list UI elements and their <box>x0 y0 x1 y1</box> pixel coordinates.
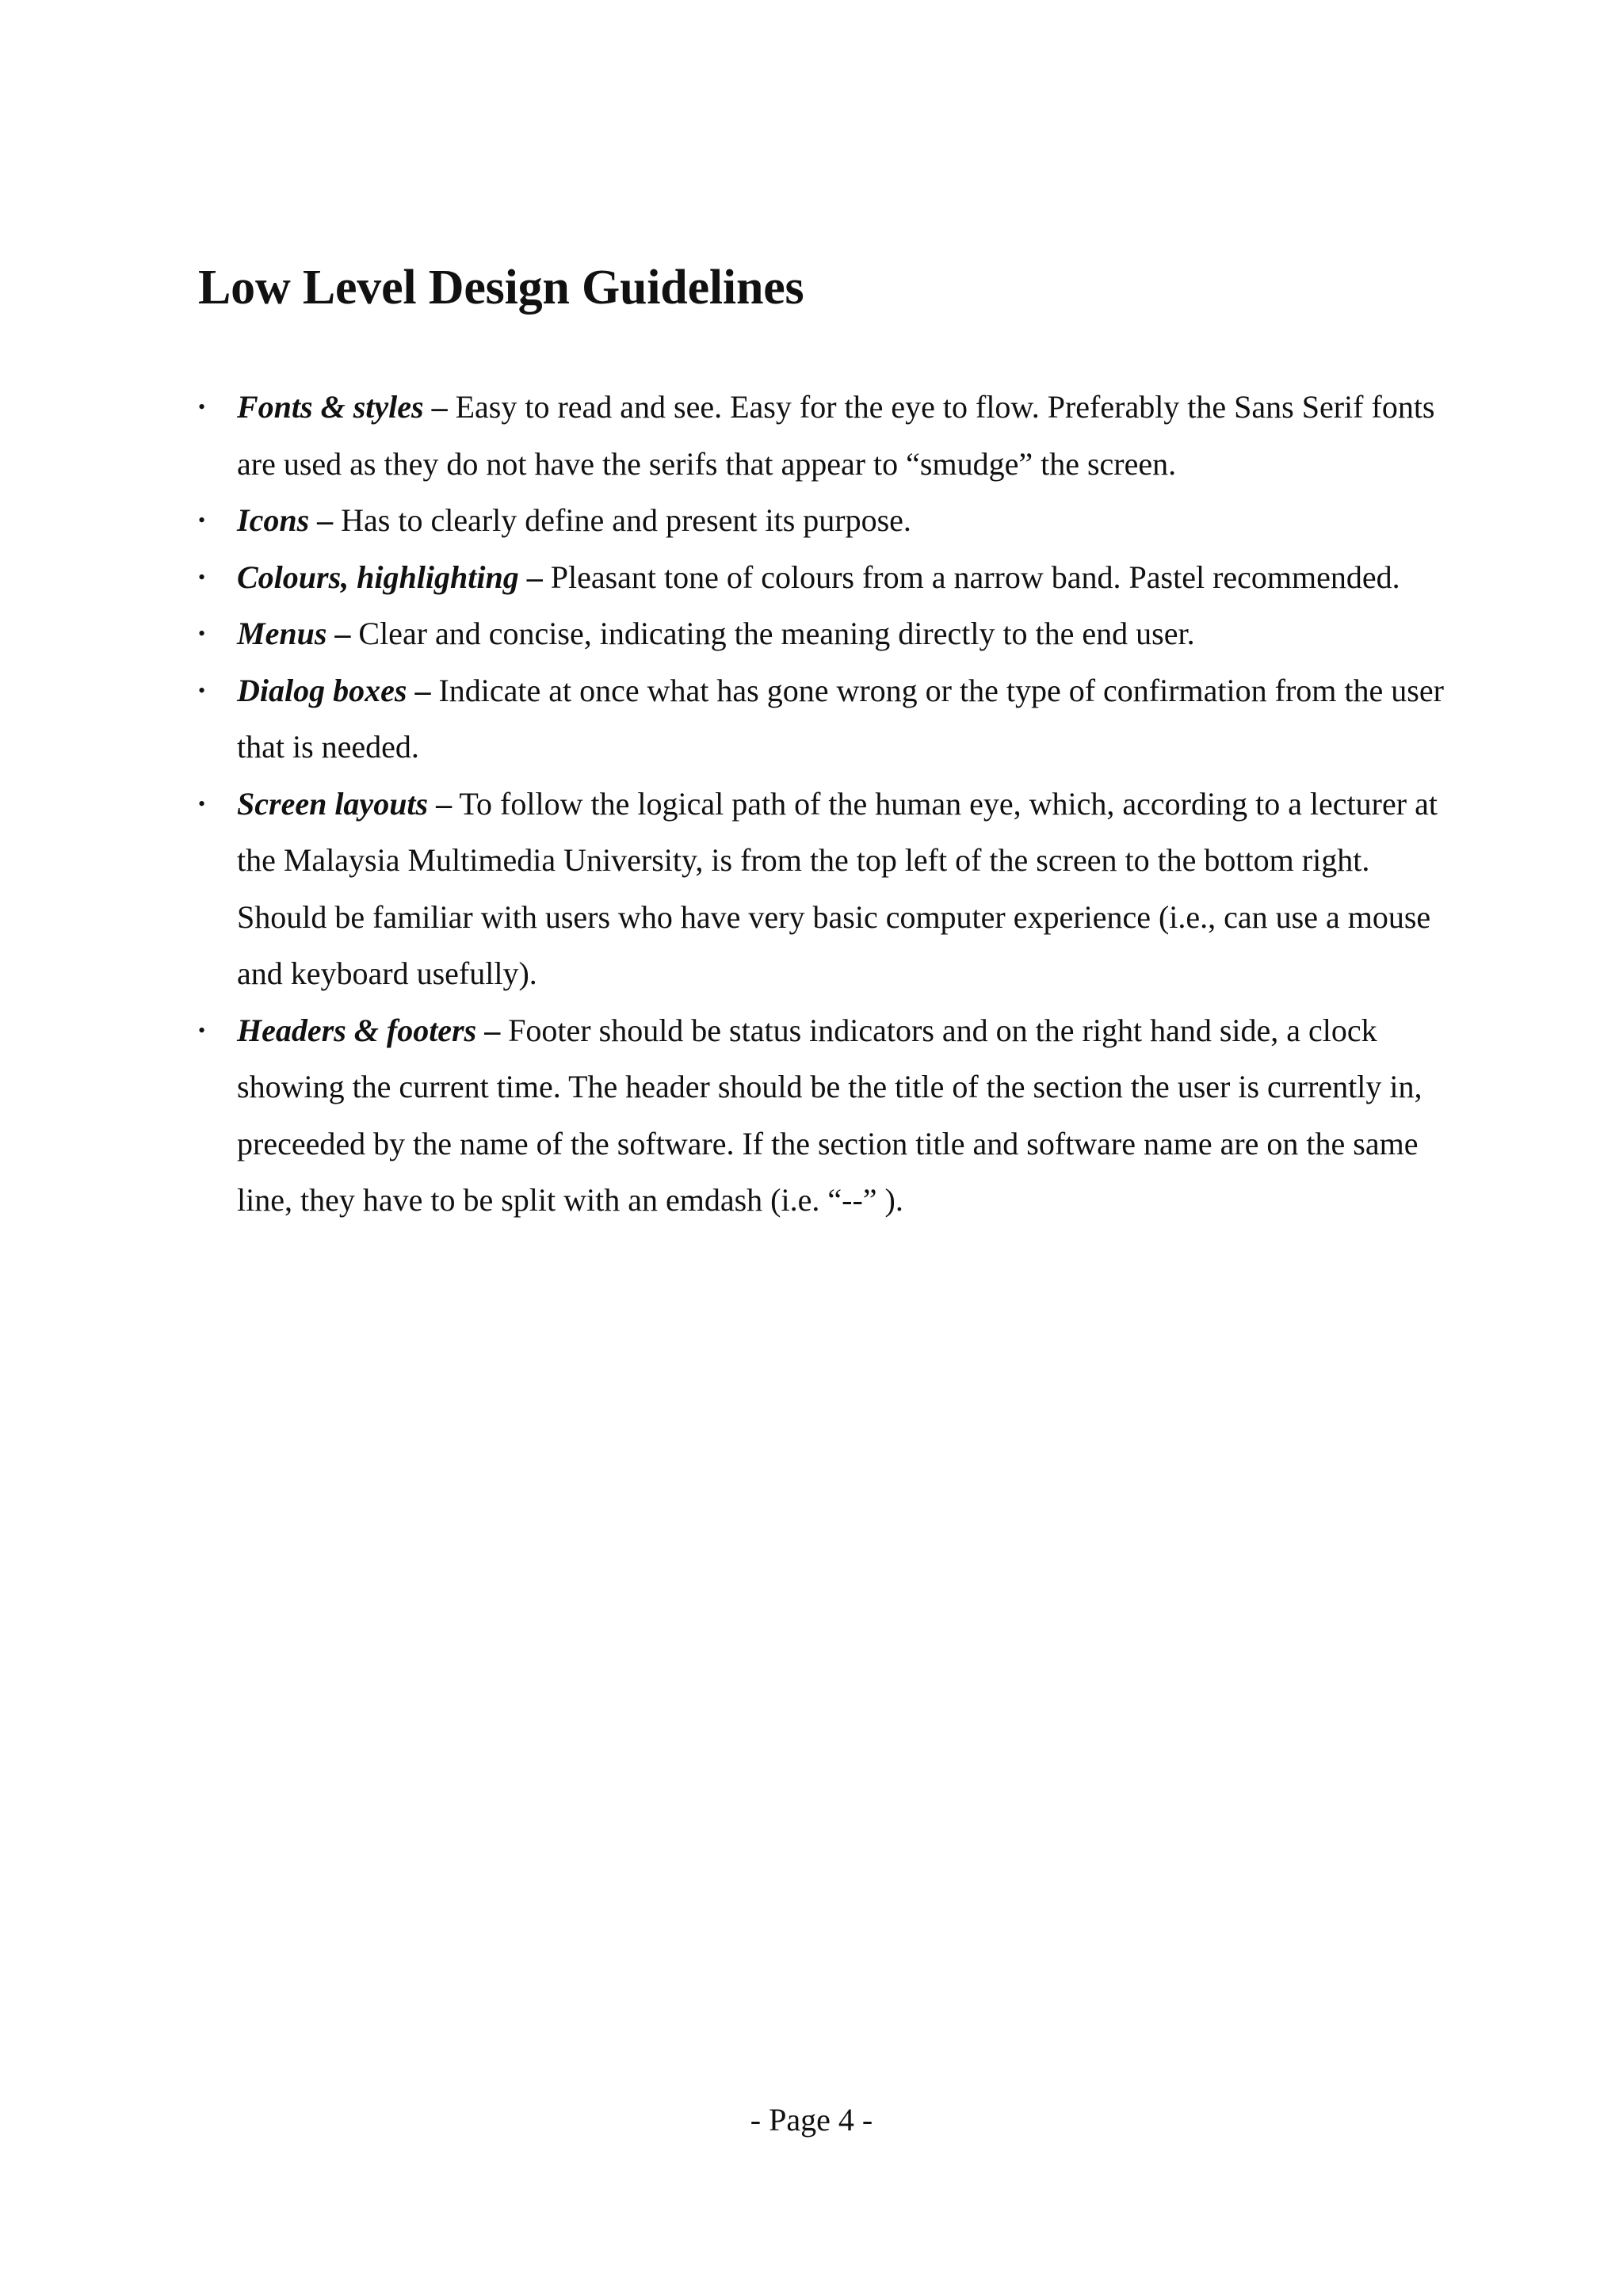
list-item <box>198 549 1450 606</box>
item-dash: – <box>526 559 543 595</box>
item-dash: – <box>334 616 351 651</box>
item-text: Footer should be status indicators and on the right hand side, a clock showing the current time. The header should be the title of the section the user is currently in, preceeded by the name of the software. If the section title and software name are on the same line, they have to be split with an emdash (i.e. “--” ). <box>237 1012 1423 1218</box>
bullet-icon: • <box>198 791 206 815</box>
item-term: Headers & footers <box>237 1012 477 1048</box>
item-dash: – <box>317 502 334 538</box>
page-title: Low Level Design Guidelines <box>198 261 804 315</box>
item-dash: – <box>436 785 453 822</box>
list-item <box>198 662 1450 776</box>
item-dash: – <box>484 1012 501 1048</box>
item-term: Colours, highlighting <box>237 559 519 595</box>
item-text: Easy to read and see. Easy for the eye to flow. Preferably the Sans Serif fonts are used as they do not have the serifs that appear to “smudge” the screen. <box>237 389 1435 482</box>
list-item <box>198 379 1450 492</box>
item-term: Screen layouts <box>237 785 429 822</box>
page-number-footer: - Page 4 - <box>750 2102 873 2138</box>
bullet-icon: • <box>198 678 206 702</box>
item-text: Pleasant tone of colours from a narrow band. Pastel recommended. <box>550 559 1400 595</box>
item-dash: – <box>431 389 448 425</box>
bullet-icon: • <box>198 509 206 532</box>
item-text: Clear and concise, indicating the meaning directly to the end user. <box>358 616 1195 651</box>
bullet-icon: • <box>198 622 206 645</box>
bullet-icon: • <box>198 1018 206 1042</box>
list-item <box>198 492 1450 549</box>
bullet-icon: • <box>198 565 206 589</box>
list-item <box>198 605 1450 662</box>
item-text: Has to clearly define and present its purpose. <box>341 502 911 538</box>
item-term: Icons <box>237 502 310 538</box>
item-text: Indicate at once what has gone wrong or the type of confirmation from the user that is needed. <box>237 672 1444 765</box>
item-dash: – <box>414 672 431 708</box>
item-term: Fonts & styles <box>237 389 424 425</box>
bullet-icon: • <box>198 395 206 418</box>
item-text: To follow the logical path of the human eye, which, according to a lecturer at the Malaysia Multimedia University, is from the top left of the screen to the bottom right. Should be familiar with users who have very basic computer experience (i.e., can use a mouse and keyboard usefully). <box>237 785 1438 991</box>
item-term: Dialog boxes <box>237 672 407 708</box>
list-item <box>198 1002 1450 1229</box>
guidelines-list <box>198 379 1450 1229</box>
list-item <box>198 776 1450 1002</box>
item-term: Menus <box>237 616 327 651</box>
